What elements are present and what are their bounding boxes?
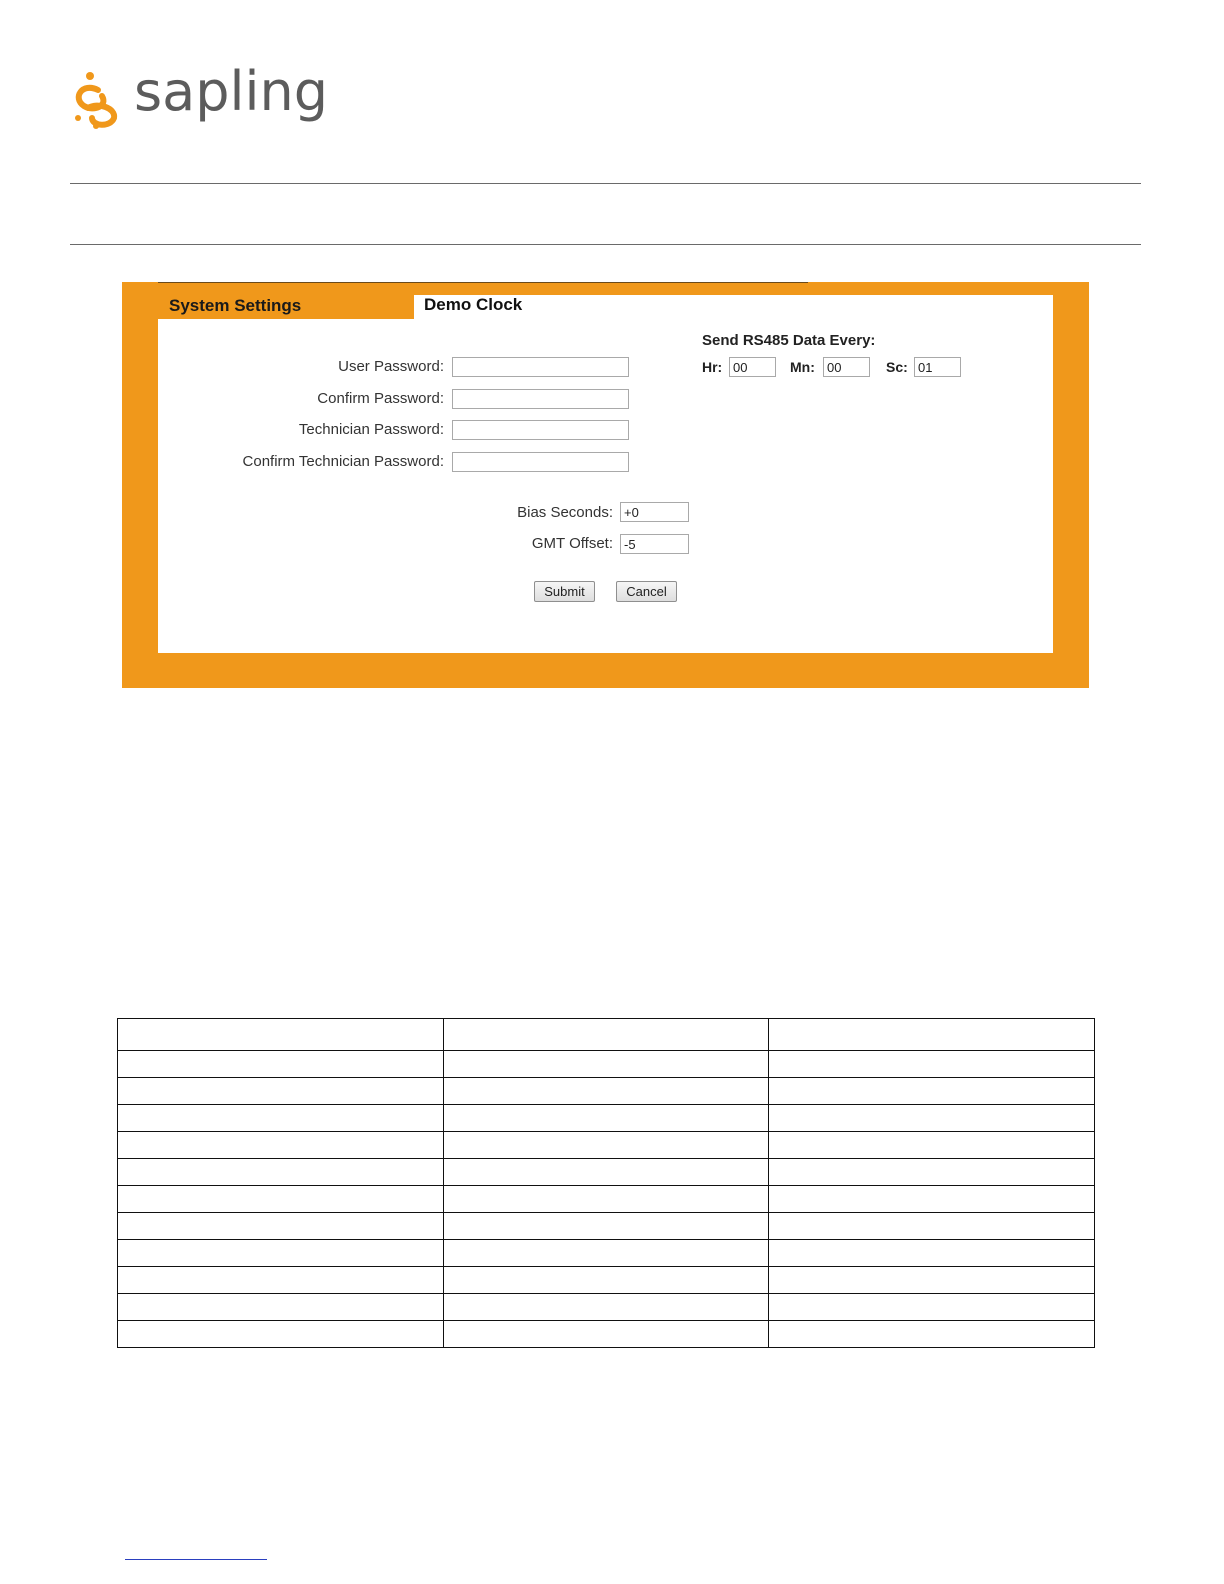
table-row: [118, 1321, 1095, 1348]
table-cell: [118, 1078, 444, 1105]
technician-password-input[interactable]: [452, 420, 629, 440]
table-cell: [769, 1186, 1095, 1213]
gmt-offset-label: GMT Offset:: [531, 535, 613, 552]
table-cell: [769, 1213, 1095, 1240]
table-cell: [769, 1051, 1095, 1078]
table-cell: [769, 1294, 1095, 1321]
table-cell: [769, 1078, 1095, 1105]
table-cell: [769, 1240, 1095, 1267]
rs485-sc-label: Sc:: [886, 359, 908, 375]
table-cell: [118, 1213, 444, 1240]
table-row: [118, 1267, 1095, 1294]
table-row: [118, 1078, 1095, 1105]
table-cell: [769, 1159, 1095, 1186]
header-divider-top: [70, 183, 1141, 184]
rs485-hr-input[interactable]: [729, 357, 776, 377]
header-divider-bottom: [70, 244, 1141, 245]
confirm-password-label: Confirm Password:: [317, 390, 444, 407]
table-cell: [769, 1105, 1095, 1132]
rs485-hr-label: Hr:: [702, 359, 723, 375]
table-cell: [118, 1159, 444, 1186]
table-cell: [443, 1240, 769, 1267]
table-row: [118, 1105, 1095, 1132]
table-row: [118, 1132, 1095, 1159]
table-row: [118, 1186, 1095, 1213]
tab-system-settings[interactable]: System Settings: [158, 295, 414, 319]
settings-panel: [158, 295, 1053, 653]
table-cell: [443, 1213, 769, 1240]
table-cell: [118, 1267, 444, 1294]
gmt-offset-input[interactable]: [620, 534, 689, 554]
bias-seconds-input[interactable]: [620, 502, 689, 522]
rs485-title: Send RS485 Data Every:: [702, 332, 876, 349]
confirm-password-input[interactable]: [452, 389, 629, 409]
table-cell: [118, 1019, 444, 1051]
confirm-technician-password-label: Confirm Technician Password:: [242, 453, 444, 470]
technician-password-label: Technician Password:: [298, 421, 444, 438]
user-password-input[interactable]: [452, 357, 629, 377]
table-cell: [118, 1105, 444, 1132]
user-password-label: User Password:: [338, 358, 444, 375]
table-cell: [769, 1019, 1095, 1051]
table-cell: [443, 1105, 769, 1132]
table-cell: [118, 1240, 444, 1267]
table-cell: [118, 1051, 444, 1078]
rs485-mn-input[interactable]: [823, 357, 870, 377]
table-row: [118, 1159, 1095, 1186]
table-cell: [118, 1294, 444, 1321]
table-cell: [118, 1186, 444, 1213]
table-row: [118, 1019, 1095, 1051]
table-cell: [443, 1078, 769, 1105]
table-cell: [443, 1019, 769, 1051]
table-cell: [443, 1321, 769, 1348]
submit-button[interactable]: Submit: [534, 581, 595, 602]
bias-seconds-label: Bias Seconds:: [517, 504, 613, 521]
table-cell: [769, 1267, 1095, 1294]
table-row: [118, 1294, 1095, 1321]
table-cell: [118, 1321, 444, 1348]
table-cell: [118, 1132, 444, 1159]
table-cell: [443, 1132, 769, 1159]
table-row: [118, 1213, 1095, 1240]
tab-demo-clock[interactable]: Demo Clock: [424, 295, 523, 314]
table-cell: [443, 1051, 769, 1078]
brand-wordmark: sapling: [134, 60, 329, 123]
confirm-technician-password-input[interactable]: [452, 452, 629, 472]
rs485-sc-input[interactable]: [914, 357, 961, 377]
table-cell: [443, 1267, 769, 1294]
cancel-button[interactable]: Cancel: [616, 581, 677, 602]
table-cell: [443, 1186, 769, 1213]
frame-topline: [158, 282, 808, 283]
table-cell: [443, 1294, 769, 1321]
table-row: [118, 1240, 1095, 1267]
data-table: [117, 1018, 1095, 1348]
table-cell: [769, 1321, 1095, 1348]
table-row: [118, 1051, 1095, 1078]
footer-link-underline[interactable]: [125, 1559, 267, 1560]
table-cell: [769, 1132, 1095, 1159]
table-cell: [443, 1159, 769, 1186]
rs485-mn-label: Mn:: [790, 359, 815, 375]
